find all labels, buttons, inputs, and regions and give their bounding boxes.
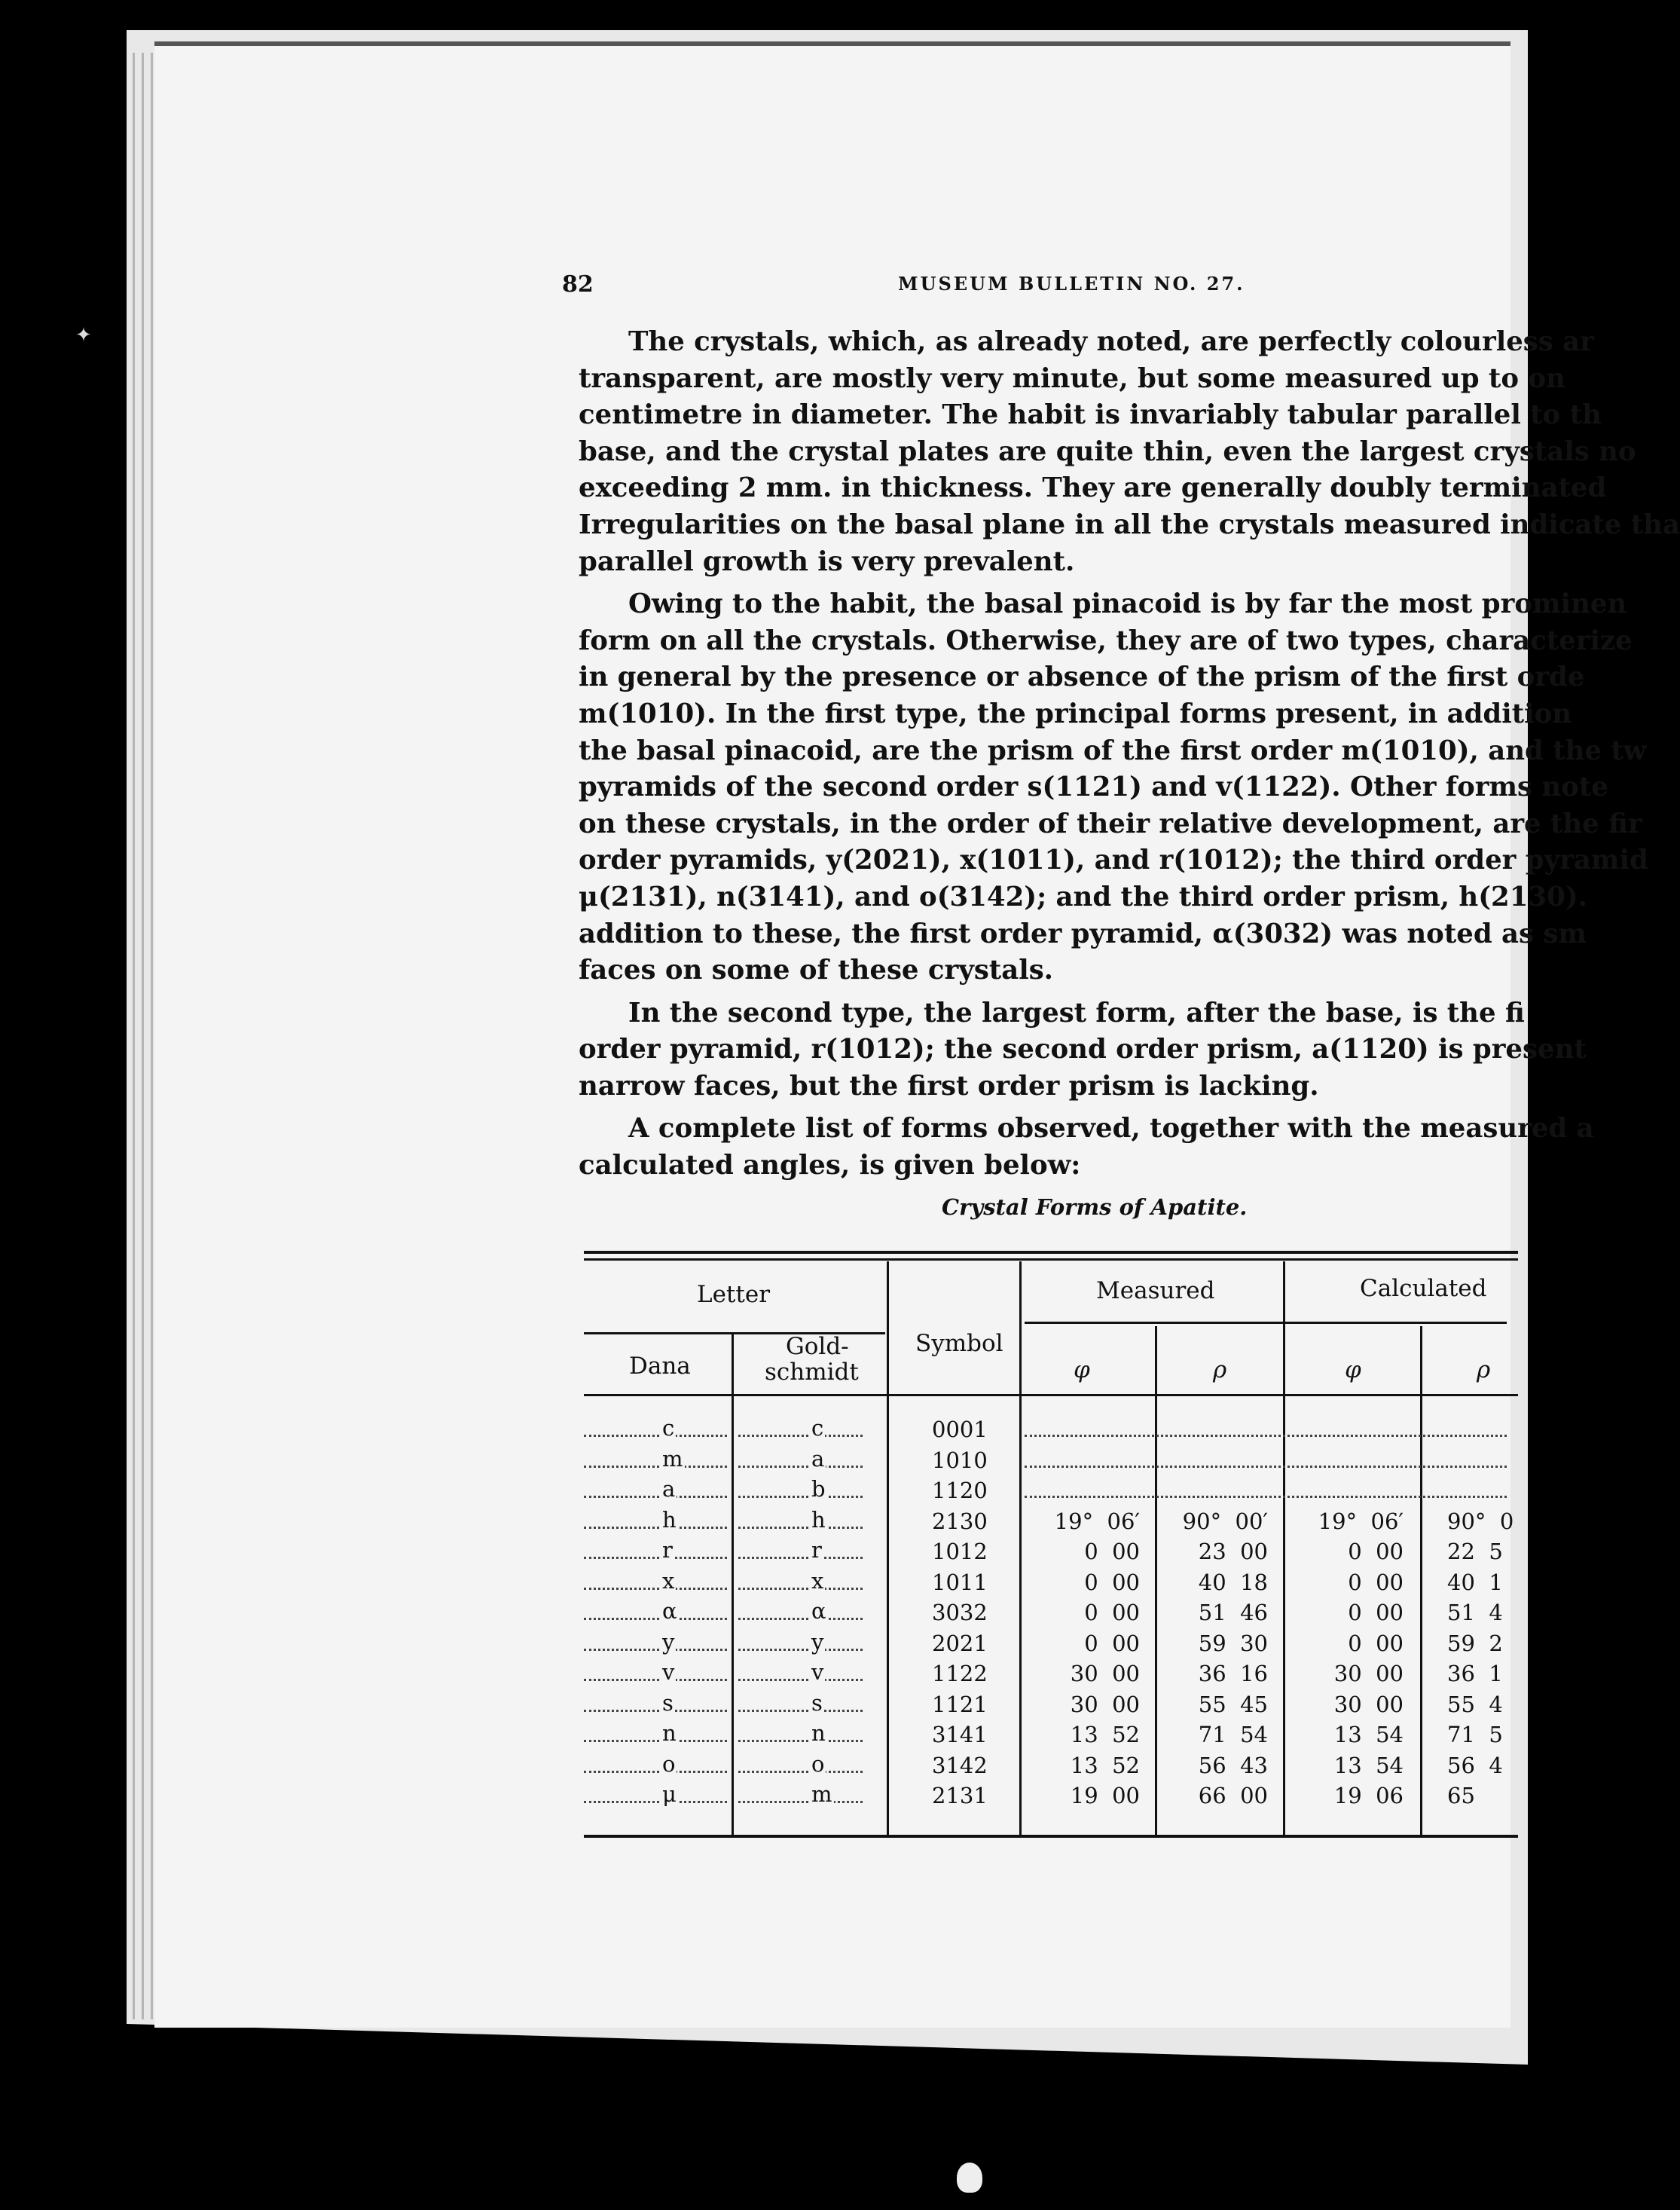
cell-calculated-rho: 36 1	[1447, 1661, 1503, 1686]
header-bottom-rule	[584, 1394, 1518, 1396]
dot-leader	[738, 1588, 863, 1590]
paragraph	[579, 324, 1680, 580]
cell-symbol: 1120	[932, 1478, 988, 1503]
text-line: In the second type, the largest form, after the base, is the fi	[628, 997, 1525, 1029]
cell-dana: a	[662, 1476, 676, 1502]
dot-leader	[584, 1466, 727, 1468]
cell-calculated-phi: 19 06	[1333, 1783, 1404, 1808]
cell-dana: μ	[662, 1781, 677, 1807]
text-line: in general by the presence or absence of the prism of the first orde	[579, 662, 1585, 693]
cell-dana: s	[662, 1689, 674, 1716]
dot-leader	[584, 1710, 727, 1712]
cell-measured-phi: 30 00	[1070, 1691, 1140, 1717]
cell-calculated-phi: 19° 06′	[1318, 1508, 1404, 1534]
text-line: the basal pinacoid, are the prism of the first order m(1010), and the tw	[579, 735, 1647, 766]
column-divider	[732, 1332, 734, 1835]
cell-measured-phi: 0 00	[1084, 1539, 1140, 1564]
dot-leader	[738, 1618, 863, 1620]
dot-leader	[738, 1557, 863, 1559]
text-line: form on all the crystals. Otherwise, they are of two types, characterize	[579, 625, 1633, 656]
table-caption: Crystal Forms of Apatite.	[942, 1194, 1248, 1220]
cell-goldschmidt: v	[811, 1659, 824, 1685]
text-line: exceeding 2 mm. in thickness. They are generally doubly terminated	[579, 472, 1607, 504]
cell-goldschmidt: m	[811, 1781, 832, 1807]
page-edge	[151, 53, 153, 2019]
cell-dana: x	[662, 1567, 675, 1594]
body-text	[579, 324, 1680, 1191]
cell-goldschmidt: y	[811, 1628, 824, 1655]
dot-leader	[584, 1740, 727, 1742]
cell-dana: h	[662, 1506, 677, 1533]
header-calculated-phi: φ	[1345, 1356, 1361, 1383]
cell-symbol: 3141	[932, 1722, 988, 1747]
dot-leader	[584, 1679, 727, 1681]
header-goldschmidt: Gold- schmidt	[765, 1333, 859, 1386]
dot-leader	[584, 1527, 727, 1529]
dot-leader	[738, 1435, 863, 1437]
cell-symbol: 1011	[932, 1569, 988, 1595]
cell-measured-rho: 59 30	[1198, 1630, 1268, 1656]
cell-symbol: 2021	[932, 1630, 988, 1656]
dot-leader	[1025, 1435, 1507, 1437]
dot-leader	[738, 1710, 863, 1712]
cell-measured-rho: 55 45	[1198, 1691, 1268, 1717]
page-edge	[133, 53, 135, 2019]
text-line: Irregularities on the basal plane in all the crystals measured indicate tha	[579, 509, 1680, 540]
cell-calculated-phi: 30 00	[1333, 1691, 1404, 1717]
cell-goldschmidt: r	[811, 1537, 822, 1563]
dot-leader	[584, 1435, 727, 1437]
running-head: MUSEUM BULLETIN NO. 27.	[898, 273, 1245, 295]
cell-calculated-rho: 51 4	[1447, 1600, 1503, 1625]
dot-leader	[738, 1801, 863, 1803]
cell-measured-phi: 0 00	[1084, 1600, 1140, 1625]
dot-leader	[738, 1679, 863, 1681]
cell-goldschmidt: o	[811, 1750, 825, 1777]
cell-calculated-rho: 59 2	[1447, 1630, 1503, 1656]
cell-measured-rho: 23 00	[1198, 1539, 1268, 1564]
text-line: parallel growth is very prevalent.	[579, 546, 1075, 577]
cell-dana: c	[662, 1415, 675, 1441]
dot-leader	[584, 1649, 727, 1651]
text-line: centimetre in diameter. The habit is invariably tabular parallel to th	[579, 399, 1602, 431]
cell-symbol: 3032	[932, 1600, 988, 1625]
cell-goldschmidt: c	[811, 1415, 824, 1441]
cell-calculated-phi: 0 00	[1348, 1539, 1404, 1564]
dot-leader	[738, 1527, 863, 1529]
paragraph	[579, 586, 1648, 989]
header-rule	[1025, 1322, 1507, 1324]
scan-artifact	[957, 2163, 982, 2193]
text-line: The crystals, which, as already noted, are perfectly colourless ar	[628, 326, 1594, 357]
cell-measured-rho: 56 43	[1198, 1752, 1268, 1778]
cell-measured-rho: 40 18	[1198, 1569, 1268, 1595]
text-line: μ(2131), n(3141), and o(3142); and the third order prism, h(2130).	[579, 881, 1587, 912]
cell-calculated-rho: 56 4	[1447, 1752, 1503, 1778]
dot-leader	[584, 1588, 727, 1590]
cell-symbol: 1121	[932, 1691, 988, 1717]
cell-symbol: 2130	[932, 1508, 988, 1534]
cell-measured-rho: 36 16	[1198, 1661, 1268, 1686]
dot-leader	[584, 1618, 727, 1620]
cell-symbol: 1012	[932, 1539, 988, 1564]
text-line: addition to these, the first order pyramid, α(3032) was noted as sm	[579, 918, 1587, 949]
table-top-rule	[584, 1251, 1518, 1254]
text-line: order pyramid, r(1012); the second order prism, a(1120) is present	[579, 1034, 1587, 1065]
cell-goldschmidt: n	[811, 1720, 826, 1746]
header-dana: Dana	[629, 1353, 691, 1380]
header-calculated: Calculated	[1360, 1275, 1487, 1302]
dot-leader	[738, 1466, 863, 1468]
dot-leader	[1025, 1496, 1507, 1498]
header-measured: Measured	[1096, 1277, 1215, 1304]
table-top-rule	[584, 1258, 1518, 1261]
text-line: m(1010). In the first type, the principal forms present, in addition	[579, 698, 1572, 729]
dot-leader	[584, 1771, 727, 1773]
cell-symbol: 1122	[932, 1661, 988, 1686]
header-letter: Letter	[697, 1281, 771, 1308]
page-edge	[142, 53, 144, 2019]
header-calculated-rho: ρ	[1477, 1356, 1491, 1383]
cell-dana: m	[662, 1445, 683, 1472]
table-bottom-rule	[584, 1835, 1518, 1838]
cell-goldschmidt: a	[811, 1445, 825, 1472]
text-line: pyramids of the second order s(1121) and v(1122). Other forms note	[579, 772, 1608, 803]
column-divider	[887, 1261, 889, 1835]
column-divider	[1155, 1326, 1157, 1835]
cell-calculated-rho: 71 5	[1447, 1722, 1503, 1747]
scan-top-border	[0, 0, 1507, 29]
text-line: Owing to the habit, the basal pinacoid is by far the most prominen	[628, 588, 1627, 620]
text-line: transparent, are mostly very minute, but some measured up to on	[579, 362, 1565, 394]
cell-measured-phi: 19 00	[1070, 1783, 1140, 1808]
cell-calculated-phi: 13 54	[1333, 1722, 1404, 1747]
cell-calculated-phi: 0 00	[1348, 1569, 1404, 1595]
cell-measured-phi: 13 52	[1070, 1752, 1140, 1778]
cell-calculated-phi: 0 00	[1348, 1600, 1404, 1625]
cell-calculated-rho: 40 1	[1447, 1569, 1503, 1595]
cell-symbol: 3142	[932, 1752, 988, 1778]
text-line: calculated angles, is given below:	[579, 1150, 1081, 1181]
dot-leader	[1025, 1466, 1507, 1468]
text-line: order pyramids, y(2021), x(1011), and r(1012); the third order pyramid	[579, 845, 1648, 876]
cell-goldschmidt: s	[811, 1689, 823, 1716]
dot-leader	[738, 1740, 863, 1742]
text-line: base, and the crystal plates are quite thin, even the largest crystals no	[579, 436, 1636, 467]
cell-measured-rho: 66 00	[1198, 1783, 1268, 1808]
cell-calculated-phi: 30 00	[1333, 1661, 1404, 1686]
cell-dana: r	[662, 1537, 673, 1563]
cell-calculated-phi: 13 54	[1333, 1752, 1404, 1778]
text-line: A complete list of forms observed, together with the measured a	[628, 1113, 1594, 1145]
cell-calculated-rho: 55 4	[1447, 1691, 1503, 1717]
cell-symbol: 2131	[932, 1783, 988, 1808]
text-line: narrow faces, but the first order prism is lacking.	[579, 1070, 1319, 1102]
cell-goldschmidt: x	[811, 1567, 824, 1594]
cell-measured-phi: 19° 06′	[1054, 1508, 1140, 1534]
scan-speck: ✦	[75, 324, 92, 347]
cell-measured-rho: 71 54	[1198, 1722, 1268, 1747]
header-measured-rho: ρ	[1213, 1356, 1227, 1383]
cell-goldschmidt: h	[811, 1506, 826, 1533]
cell-measured-rho: 90° 00′	[1182, 1508, 1268, 1534]
dot-leader	[584, 1496, 727, 1498]
cell-calculated-rho: 22 5	[1447, 1539, 1503, 1564]
header-symbol: Symbol	[915, 1330, 1003, 1357]
cell-calculated-rho: 65	[1447, 1783, 1475, 1808]
cell-symbol: 1010	[932, 1447, 988, 1473]
cell-goldschmidt: α	[811, 1598, 826, 1624]
cell-measured-phi: 0 00	[1084, 1630, 1140, 1656]
cell-measured-phi: 30 00	[1070, 1661, 1140, 1686]
dot-leader	[584, 1557, 727, 1559]
cell-symbol: 0001	[932, 1417, 988, 1442]
cell-dana: y	[662, 1628, 675, 1655]
cell-measured-phi: 13 52	[1070, 1722, 1140, 1747]
cell-calculated-phi: 0 00	[1348, 1630, 1404, 1656]
paragraph	[579, 995, 1587, 1105]
dot-leader	[738, 1649, 863, 1651]
header-measured-phi: φ	[1074, 1356, 1090, 1383]
column-divider	[1420, 1326, 1422, 1835]
cell-dana: o	[662, 1750, 676, 1777]
text-line: faces on some of these crystals.	[579, 955, 1054, 986]
dot-leader	[738, 1771, 863, 1773]
dot-leader	[738, 1496, 863, 1498]
cell-dana: v	[662, 1659, 675, 1685]
cell-measured-phi: 0 00	[1084, 1569, 1140, 1595]
paragraph	[579, 1111, 1594, 1184]
dot-leader	[584, 1801, 727, 1803]
page-number: 82	[562, 271, 594, 298]
page-header	[0, 271, 1507, 301]
crystal-forms-table	[584, 1251, 1514, 1839]
cell-calculated-rho: 90° 0	[1447, 1508, 1514, 1534]
cell-goldschmidt: b	[811, 1476, 826, 1502]
cell-measured-rho: 51 46	[1198, 1600, 1268, 1625]
cell-dana: n	[662, 1720, 677, 1746]
text-line: on these crystals, in the order of their relative development, are the fir	[579, 808, 1642, 839]
column-divider	[1019, 1261, 1022, 1835]
cell-dana: α	[662, 1598, 677, 1624]
column-divider	[1283, 1261, 1285, 1835]
